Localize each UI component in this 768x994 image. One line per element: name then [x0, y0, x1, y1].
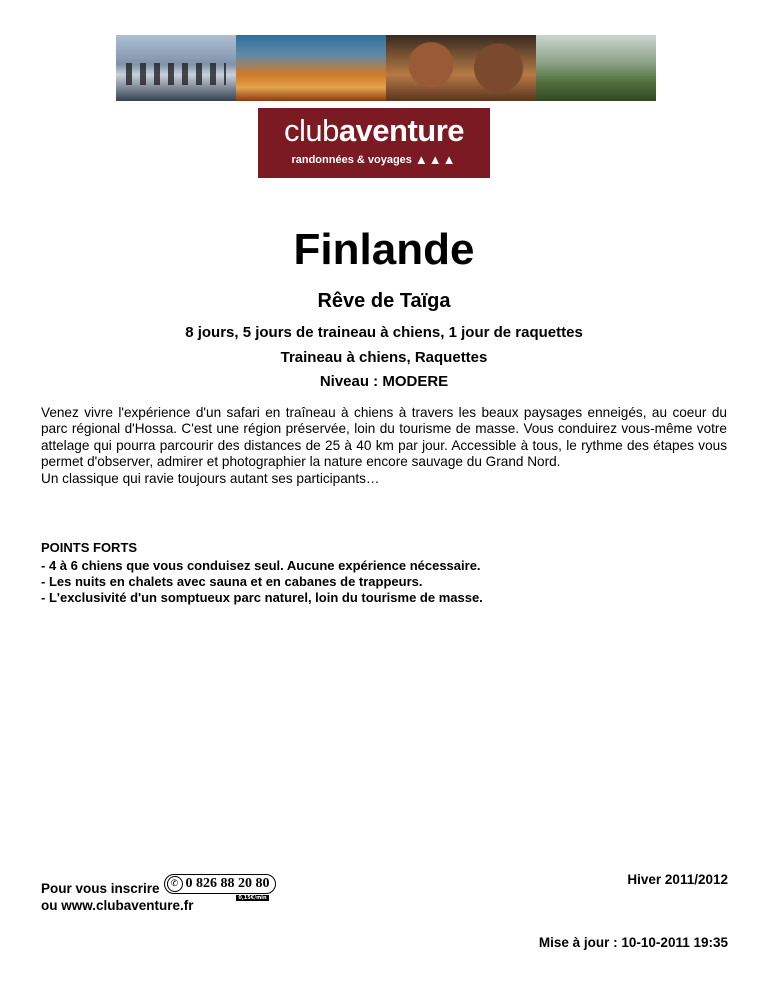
points-forts — [41, 540, 483, 606]
trip-description — [41, 405, 727, 487]
logo-brand-light: club — [283, 113, 339, 148]
banner-photo-desert — [236, 35, 386, 101]
logo-brand-bold: aventure — [338, 113, 465, 148]
phone-number: 0 826 88 20 80 — [185, 876, 270, 891]
phone-rate: 0,15€/min — [238, 894, 267, 901]
banner-photo-trekkers — [116, 35, 236, 101]
description-paragraph: Venez vivre l'expérience d'un safari en traîneau à chiens à travers les beaux paysages enneigés, au coeur du parc régional d'Hossa. C'est une région préservée, loin du tourisme de masse. Vous conduirez vous-même votre attelage qui pourra parcourir des distances de 25 à 40 km par jour. Accessible à tous, le rythme des étapes vous permet d'observer, admirer et photographier la nature encore sauvage du Grand Nord. — [41, 405, 727, 470]
logo-tagline — [258, 153, 490, 167]
website-link[interactable]: ou www.clubaventure.fr — [41, 898, 194, 913]
points-forts-list — [41, 558, 483, 606]
register-label: Pour vous inscrire — [41, 881, 160, 896]
triangle-icon: ▲▲▲ — [414, 152, 457, 167]
logo-tagline-text: randonnées & voyages — [291, 154, 412, 166]
trip-subtitle: Rêve de Taïga — [317, 290, 451, 312]
banner-photo-portraits — [386, 35, 536, 101]
phone-icon: ✆ — [167, 876, 183, 892]
list-item: - 4 à 6 chiens que vous conduisez seul. Aucune expérience nécessaire. — [41, 558, 481, 573]
updated-timestamp: Mise à jour : 10-10-2011 19:35 — [538, 935, 728, 950]
trip-title: Finlande — [293, 225, 475, 274]
trip-level: Niveau : MODERE — [319, 373, 449, 390]
season-label: Hiver 2011/2012 — [627, 872, 728, 887]
trip-duration: 8 jours, 5 jours de traineau à chiens, 1 jour de raquettes — [185, 324, 583, 341]
clubaventure-logo — [258, 108, 490, 178]
logo-brand — [258, 114, 490, 148]
list-item: - Les nuits en chalets avec sauna et en cabanes de trappeurs. — [41, 574, 423, 589]
phone-number-link[interactable] — [164, 874, 276, 901]
registration-info — [41, 876, 276, 914]
points-forts-title: POINTS FORTS — [41, 540, 138, 555]
header-banner — [116, 35, 656, 101]
list-item: - L'exclusivité d'un somptueux parc naturel, loin du tourisme de masse. — [41, 590, 483, 605]
banner-photo-valley — [536, 35, 656, 101]
trip-activities: Traineau à chiens, Raquettes — [280, 349, 488, 366]
description-tagline: Un classique qui ravie toujours autant ses participants… — [41, 470, 380, 486]
registration-row — [41, 876, 276, 901]
